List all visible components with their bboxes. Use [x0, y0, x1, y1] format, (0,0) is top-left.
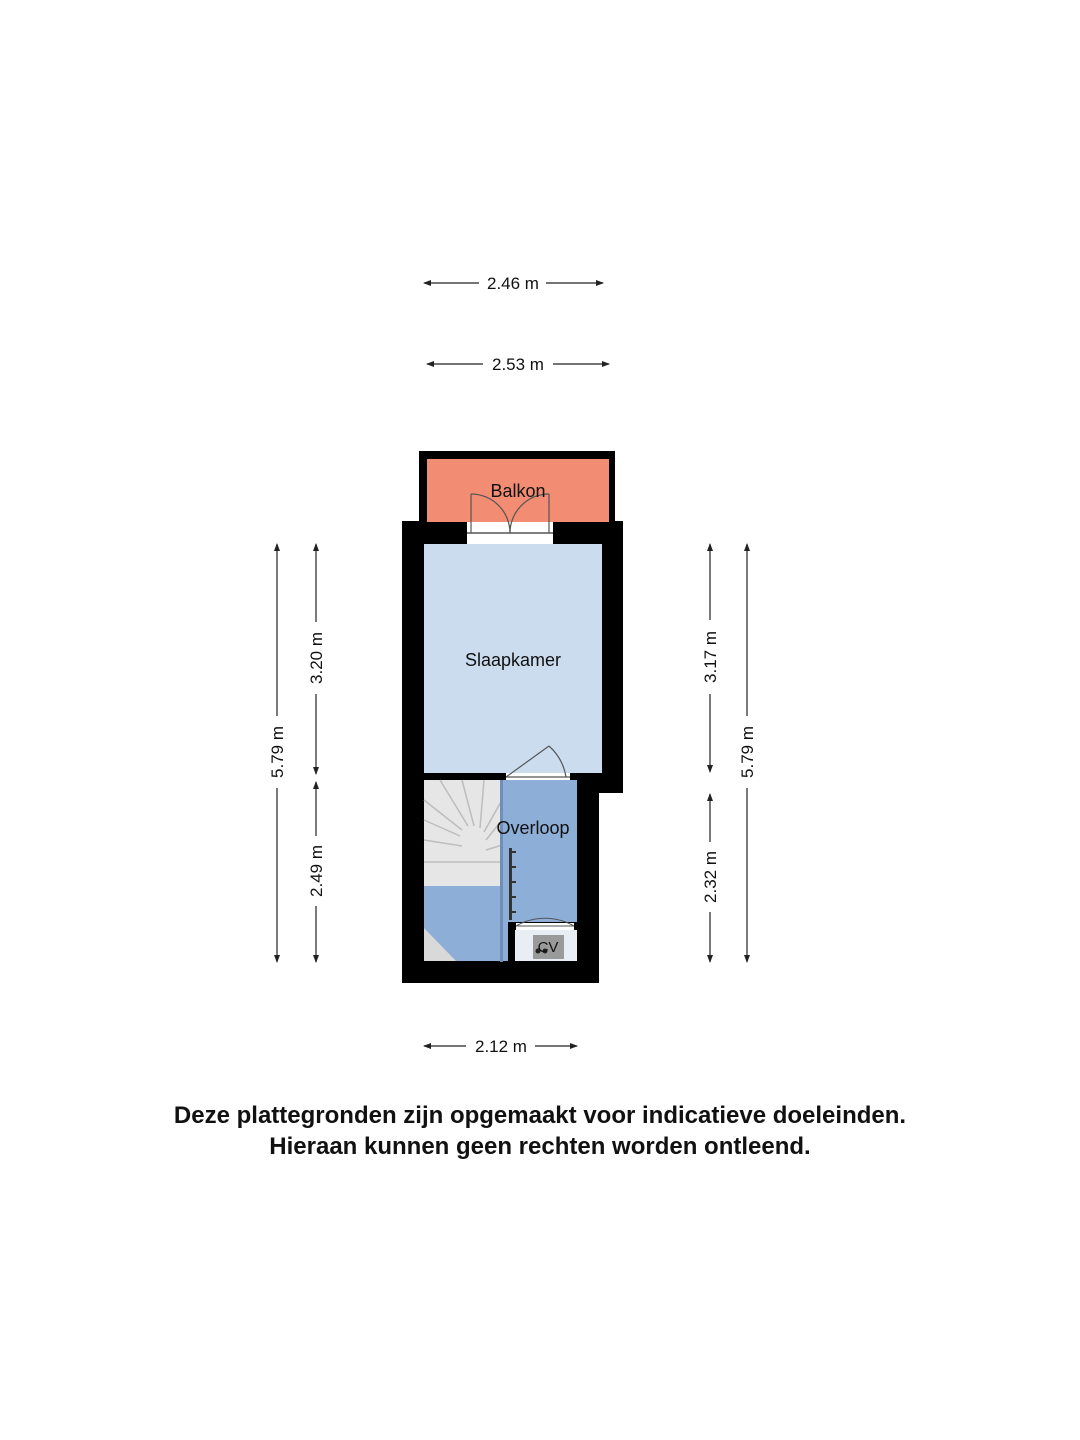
- dim-bottom: [424, 1037, 577, 1056]
- dim-left-upper-label: 3.20 m: [307, 632, 326, 684]
- dim-right-upper-label: 3.17 m: [701, 631, 720, 683]
- dim-top-outer-label: 2.46 m: [487, 274, 539, 293]
- dim-left-lower: [307, 782, 326, 962]
- dim-right-total: [738, 544, 757, 962]
- dim-top-outer: [424, 274, 603, 293]
- dim-right-lower-label: 2.32 m: [701, 851, 720, 903]
- dim-top-inner-label: 2.53 m: [492, 355, 544, 374]
- dim-bottom-label: 2.12 m: [475, 1037, 527, 1056]
- label-balkon: Balkon: [490, 481, 546, 501]
- disclaimer-line-2: Hieraan kunnen geen rechten worden ontleend.: [269, 1133, 811, 1160]
- dim-left-total-label: 5.79 m: [268, 726, 287, 778]
- disclaimer-line-1: Deze plattegronden zijn opgemaakt voor indicatieve doeleinden.: [173, 1102, 907, 1129]
- dim-left-lower-label: 2.49 m: [307, 845, 326, 897]
- label-slaapkamer: Slaapkamer: [464, 650, 562, 670]
- dim-left-upper: [307, 544, 326, 774]
- label-overloop: Overloop: [496, 818, 570, 838]
- dim-top-inner: [427, 355, 609, 374]
- dim-right-lower: [701, 794, 720, 962]
- dim-right-total-label: 5.79 m: [738, 726, 757, 778]
- disclaimer: [0, 1100, 1080, 1162]
- dim-right-upper: [701, 544, 720, 772]
- dim-left-total: [268, 544, 287, 962]
- label-cv: CV: [537, 939, 559, 956]
